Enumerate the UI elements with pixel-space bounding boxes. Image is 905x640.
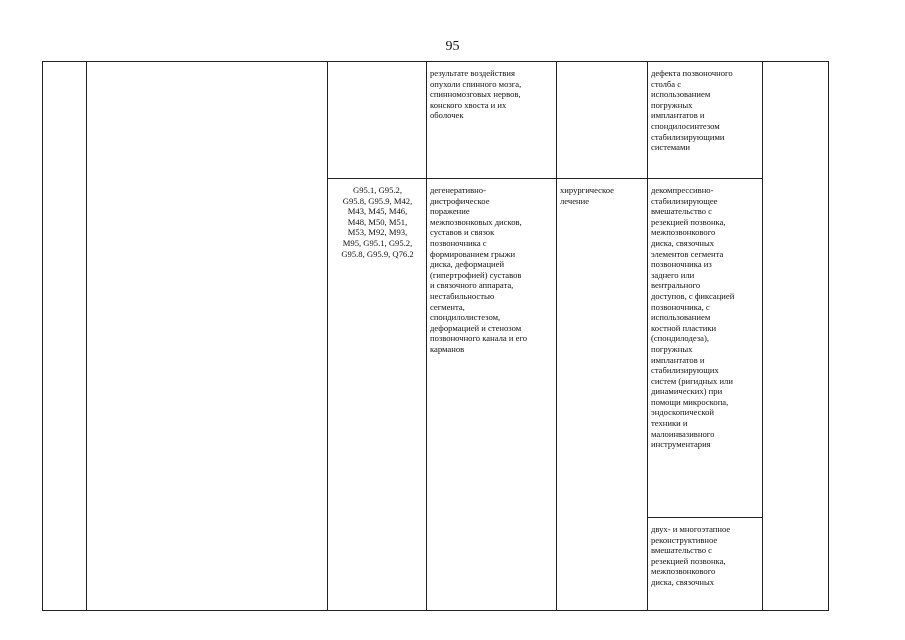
text-line: погружных <box>651 343 693 354</box>
text-line: двух- и многоэтапное <box>651 524 731 534</box>
text-line: позвоночника, с <box>651 301 710 312</box>
text-line: спондилолистезом, <box>430 312 501 323</box>
text-line: малоинвазивного <box>651 428 715 439</box>
text-line: суставов и связок <box>430 227 495 238</box>
diagnosis-cell <box>427 179 557 611</box>
text-line: доступов, с фиксацией <box>651 290 735 301</box>
text-line: сегмента, <box>430 301 465 312</box>
text-line: межпозвонковых дисков, <box>430 216 522 227</box>
text-line: имплантатов и <box>651 110 705 121</box>
text-line: результате воздействия <box>430 68 515 78</box>
text-line: карманов <box>430 343 465 354</box>
text-line: позвоночника из <box>651 259 712 270</box>
text-line: вентрального <box>651 280 701 291</box>
text-line: вмешательство с <box>651 545 712 556</box>
text-line: поражение <box>430 206 470 217</box>
text-line: помощи микроскопа, <box>651 396 729 407</box>
treatment-type-cell <box>557 179 648 611</box>
text-line: использованием <box>651 89 711 100</box>
text-line: диска, деформацией <box>430 259 505 270</box>
text-line: межпозвонкового <box>651 566 716 577</box>
treatment-method-cell <box>648 62 763 179</box>
text-line: костной пластики <box>651 322 717 333</box>
text-line: лечение <box>560 195 590 206</box>
text-line: спондилосинтезом <box>651 120 720 131</box>
text-line: элементов сегмента <box>651 248 724 259</box>
text-line: G95.8, G95.9, M42, <box>342 195 413 206</box>
text-line: техники и <box>651 418 688 429</box>
text-line: использованием <box>651 312 711 323</box>
text-line: и связочного аппарата, <box>430 280 514 291</box>
text-line: дегенеративно- <box>430 185 486 195</box>
text-line: конского хвоста и их <box>430 99 507 110</box>
text-line: стабилизирующих <box>651 365 719 376</box>
treatment-method-cell <box>648 518 763 611</box>
care-type-cell <box>87 62 328 611</box>
norm-cell <box>763 62 829 611</box>
diagnosis-cell <box>427 62 557 179</box>
text-line: стабилизирующими <box>651 131 725 142</box>
text-line: (гипертрофией) суставов <box>430 269 522 280</box>
text-line: резекцией позвонка, <box>651 555 726 566</box>
text-line: M48, M50, M51, <box>347 216 408 227</box>
table-row <box>43 62 829 179</box>
treatment-method-cell <box>648 179 763 518</box>
text-line: M95, G95.1, G95.2, <box>342 237 413 248</box>
text-line: реконструктивное <box>651 534 718 545</box>
medical-care-table <box>42 61 829 611</box>
text-line: межпозвонкового <box>651 227 716 238</box>
number-cell <box>43 62 87 611</box>
text-line: систем (ригидных или <box>651 375 733 386</box>
text-line: дефекта позвоночного <box>651 68 733 78</box>
text-line: опухоли спинного мозга, <box>430 78 522 89</box>
text-line: дистрофическое <box>430 195 490 206</box>
icd-codes-cell <box>328 179 427 611</box>
text-line: деформацией и стенозом <box>430 322 522 333</box>
text-line: оболочек <box>430 110 464 121</box>
text-line: вмешательство с <box>651 206 712 217</box>
text-line: резекцией позвонка, <box>651 216 726 227</box>
text-line: системами <box>651 142 691 153</box>
text-line: позвоночника с <box>430 237 487 248</box>
text-line: хирургическое <box>560 185 614 195</box>
text-line: стабилизирующее <box>651 195 718 206</box>
text-line: G95.8, G95.9, Q76.2 <box>341 248 414 259</box>
text-line: нестабильностью <box>430 290 495 301</box>
text-line: формированием грыжи <box>430 248 516 259</box>
text-line: диска, связочных <box>651 237 715 248</box>
text-line: столба с <box>651 78 682 89</box>
text-line: M43, M45, M46, <box>347 206 408 217</box>
text-line: спинномозговых нервов, <box>430 89 521 100</box>
text-line: M53, M92, M93, <box>347 227 408 238</box>
text-line: инструментария <box>651 439 711 450</box>
treatment-type-cell <box>557 62 648 179</box>
text-line: погружных <box>651 99 693 110</box>
text-line: позвоночного канала и его <box>430 333 528 344</box>
text-line: динамических) при <box>651 386 723 397</box>
icd-codes-cell <box>328 62 427 179</box>
text-line: диска, связочных <box>651 576 715 587</box>
text-line: (спондилодеза), <box>651 333 709 344</box>
text-line: имплантатов и <box>651 354 705 365</box>
page-number: 95 <box>445 39 460 54</box>
text-line: G95.1, G95.2, <box>353 185 402 195</box>
text-line: эндоскопической <box>651 407 715 418</box>
text-line: заднего или <box>651 269 695 280</box>
text-line: декомпрессивно- <box>651 185 714 195</box>
